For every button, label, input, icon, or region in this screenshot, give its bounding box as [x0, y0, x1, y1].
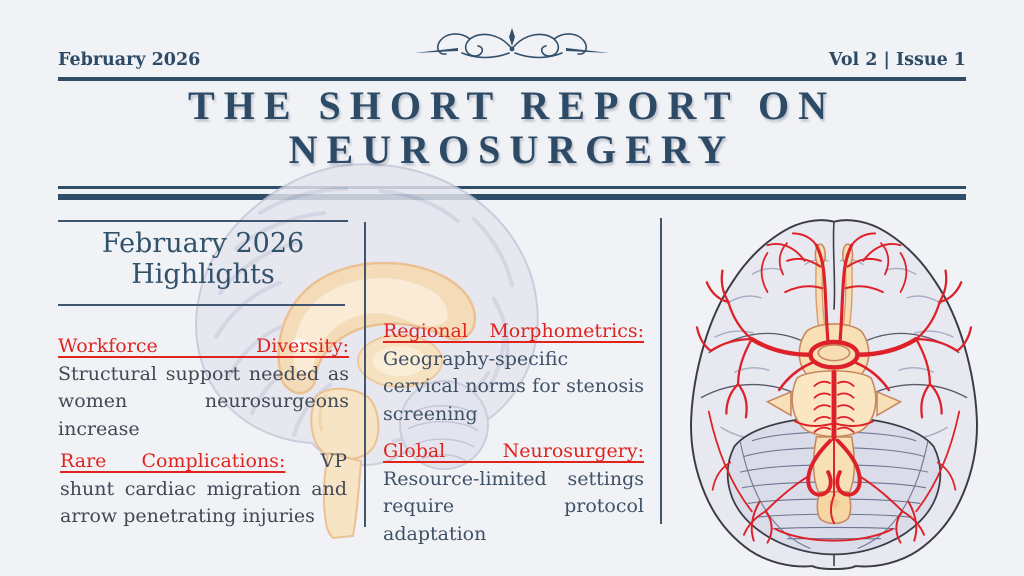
masthead-date: February 2026: [58, 50, 201, 70]
article-body: Structural support needed as women neurosurgeons increase: [58, 362, 349, 440]
article-rare-complications: [60, 448, 347, 531]
masthead-issue: Vol 2 | Issue 1: [828, 50, 966, 70]
highlights-heading-line-2: Highlights: [131, 259, 275, 291]
article-heading: Rare Complications:: [60, 450, 286, 472]
highlights-heading: [58, 228, 348, 290]
title-line-1: THE SHORT REPORT ON: [188, 83, 836, 128]
article-heading: Global Neurosurgery:: [383, 440, 644, 462]
inferior-brain-arteries-illustration: [656, 206, 1012, 570]
column-divider-right: [660, 218, 662, 524]
highlights-rule-bottom: [58, 304, 345, 306]
masthead-rule: [58, 77, 966, 81]
highlights-heading-line-1: February 2026: [101, 228, 305, 259]
column-divider-left: [364, 222, 366, 527]
article-body: VP shunt cardiac migration and arrow penetrating injuries: [60, 450, 347, 528]
article-heading: Workforce Diversity:: [58, 335, 349, 357]
newsletter-title: [0, 84, 1024, 172]
article-global-neurosurgery: [383, 438, 644, 548]
filigree-flourish-icon: [412, 24, 612, 68]
highlights-rule-top: [58, 220, 348, 222]
article-regional-morphometrics: [383, 318, 644, 428]
article-heading: Regional Morphometrics:: [383, 320, 644, 342]
article-workforce-diversity: [58, 333, 349, 443]
article-body: Resource-limited settings require protocol adaptation: [383, 467, 644, 545]
title-line-2: NEUROSURGERY: [288, 127, 736, 172]
article-body: Geography-specific cervical norms for stenosis screening: [383, 347, 644, 425]
